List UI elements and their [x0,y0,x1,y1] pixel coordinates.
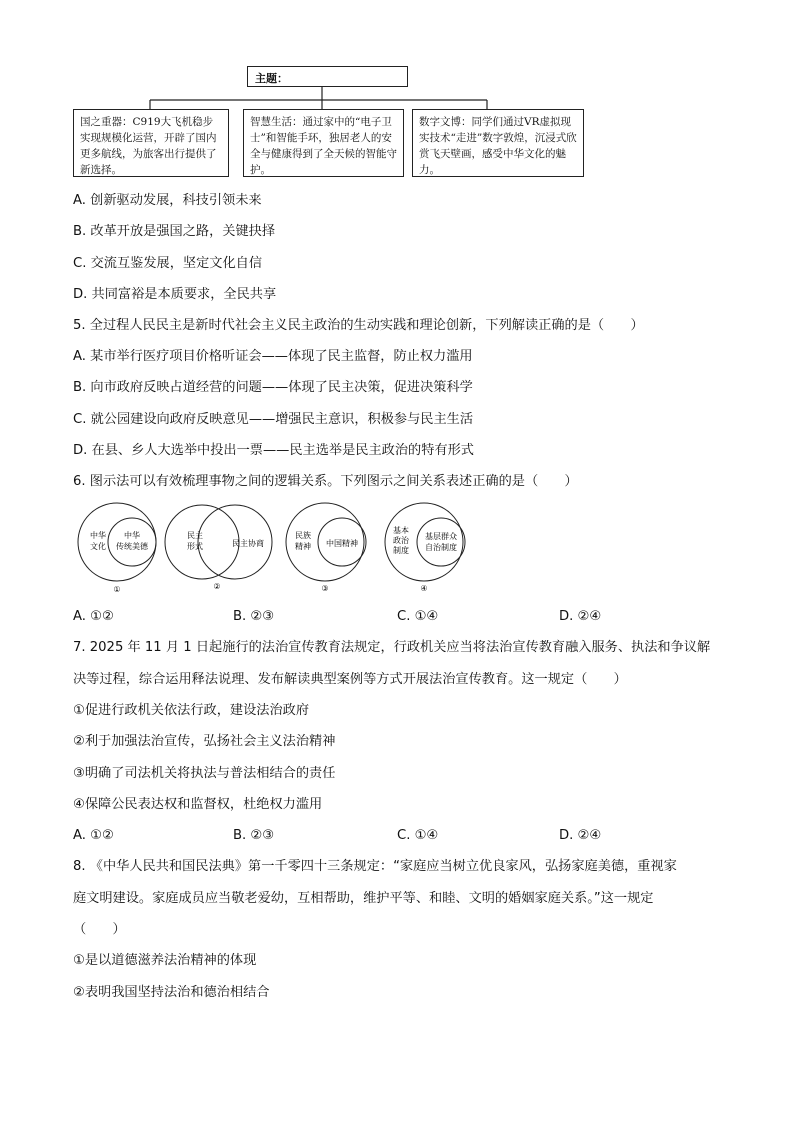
svg-text:③: ③ [321,584,329,593]
q5-option-c: C. 就公园建设向政府反映意见——增强民主意识，积极参与民主生活 [73,412,474,427]
q7-statement-4: ④保障公民表达权和监督权，杜绝权力滥用 [73,797,323,812]
svg-text:民主形式: 民主形式 [187,531,203,551]
q6-option-b: B. ②③ [233,609,275,624]
venn-figure-4 [385,503,465,593]
svg-text:中华文化: 中华文化 [90,531,106,551]
q4-option-c: C. 交流互鉴发展，坚定文化自信 [73,256,263,271]
q6-option-a: A. ①② [73,609,114,624]
diagram-connectors [0,0,794,120]
card-smart-life: 智慧生活：通过家中的“电子卫士”和智能手环，独居老人的安全与健康得到了全天候的智能守护。 [243,109,404,177]
svg-text:中国精神: 中国精神 [326,539,358,548]
q6-option-c: C. ①④ [397,609,439,624]
q7-option-a: A. ①② [73,828,114,843]
q7-option-b: B. ②③ [233,828,275,843]
svg-text:①: ① [113,585,121,594]
q5-option-b: B. 向市政府反映占道经营的问题——体现了民主决策，促进决策科学 [73,380,473,395]
q8-stem-line1: 8. 《中华人民共和国民法典》第一千零四十三条规定：“家庭应当树立优良家风，弘扬家庭美德，重视家 [73,859,677,874]
svg-text:中华传统美德: 中华传统美德 [116,531,148,551]
q7-option-d: D. ②④ [559,828,602,843]
card-national-treasure: 国之重器：C919大飞机稳步实现规模化运营，开辟了国内更多航线，为旅客出行提供了新选择。 [73,109,229,177]
q8-statement-1: ①是以道德滋养法治精神的体现 [73,953,257,968]
svg-text:基本政治制度: 基本政治制度 [393,526,409,555]
svg-text:基层群众自治制度: 基层群众自治制度 [425,532,457,552]
q6-venn-figures [60,500,480,600]
svg-text:④: ④ [420,584,428,593]
q7-stem-line2: 决等过程，综合运用释法说理、发布解读典型案例等方式开展法治宣传教育。这一规定（ ） [73,672,627,687]
q6-stem: 6. 图示法可以有效梳理事物之间的逻辑关系。下列图示之间关系表述正确的是（ ） [73,474,578,489]
q7-option-c: C. ①④ [397,828,439,843]
svg-text:民主协商: 民主协商 [232,539,264,548]
venn-figure-1 [78,503,156,594]
q7-stem-line1: 7. 2025 年 11 月 1 日起施行的法治宣传教育法规定，行政机关应当将法治宣传教育融入服务、执法和争议解 [73,640,711,655]
q5-stem: 5. 全过程人民民主是新时代社会主义民主政治的生动实践和理论创新，下列解读正确的是（ ） [73,318,644,333]
q4-option-a: A. 创新驱动发展，科技引领未来 [73,193,262,208]
q7-statement-2: ②利于加强法治宣传，弘扬社会主义法治精神 [73,734,336,749]
q6-option-d: D. ②④ [559,609,602,624]
q8-stem-line3: （ ） [73,922,126,937]
q4-option-d: D. 共同富裕是本质要求，全民共享 [73,287,277,302]
q5-option-d: D. 在县、乡人大选举中投出一票——民主选举是民主政治的特有形式 [73,443,474,458]
topic-box: 主题： [247,66,408,87]
svg-text:②: ② [213,582,221,591]
q7-statement-3: ③明确了司法机关将执法与普法相结合的责任 [73,766,336,781]
q4-option-b: B. 改革开放是强国之路，关键抉择 [73,224,276,239]
q8-stem-line2: 庭文明建设。家庭成员应当敬老爱幼，互相帮助，维护平等、和睦、文明的婚姻家庭关系。”这一规定 [73,891,654,906]
venn-figure-2 [165,505,272,591]
venn-figure-3 [286,503,366,593]
svg-text:民族精神: 民族精神 [295,531,311,551]
q7-statement-1: ①促进行政机关依法行政，建设法治政府 [73,703,310,718]
card-digital-museum: 数字文博：同学们通过VR虚拟现实技术“走进”数字敦煌，沉浸式欣赏飞天壁画，感受中华文化的魅力。 [412,109,584,177]
q5-option-a: A. 某市举行医疗项目价格听证会——体现了民主监督，防止权力滥用 [73,349,473,364]
q8-statement-2: ②表明我国坚持法治和德治相结合 [73,985,270,1000]
